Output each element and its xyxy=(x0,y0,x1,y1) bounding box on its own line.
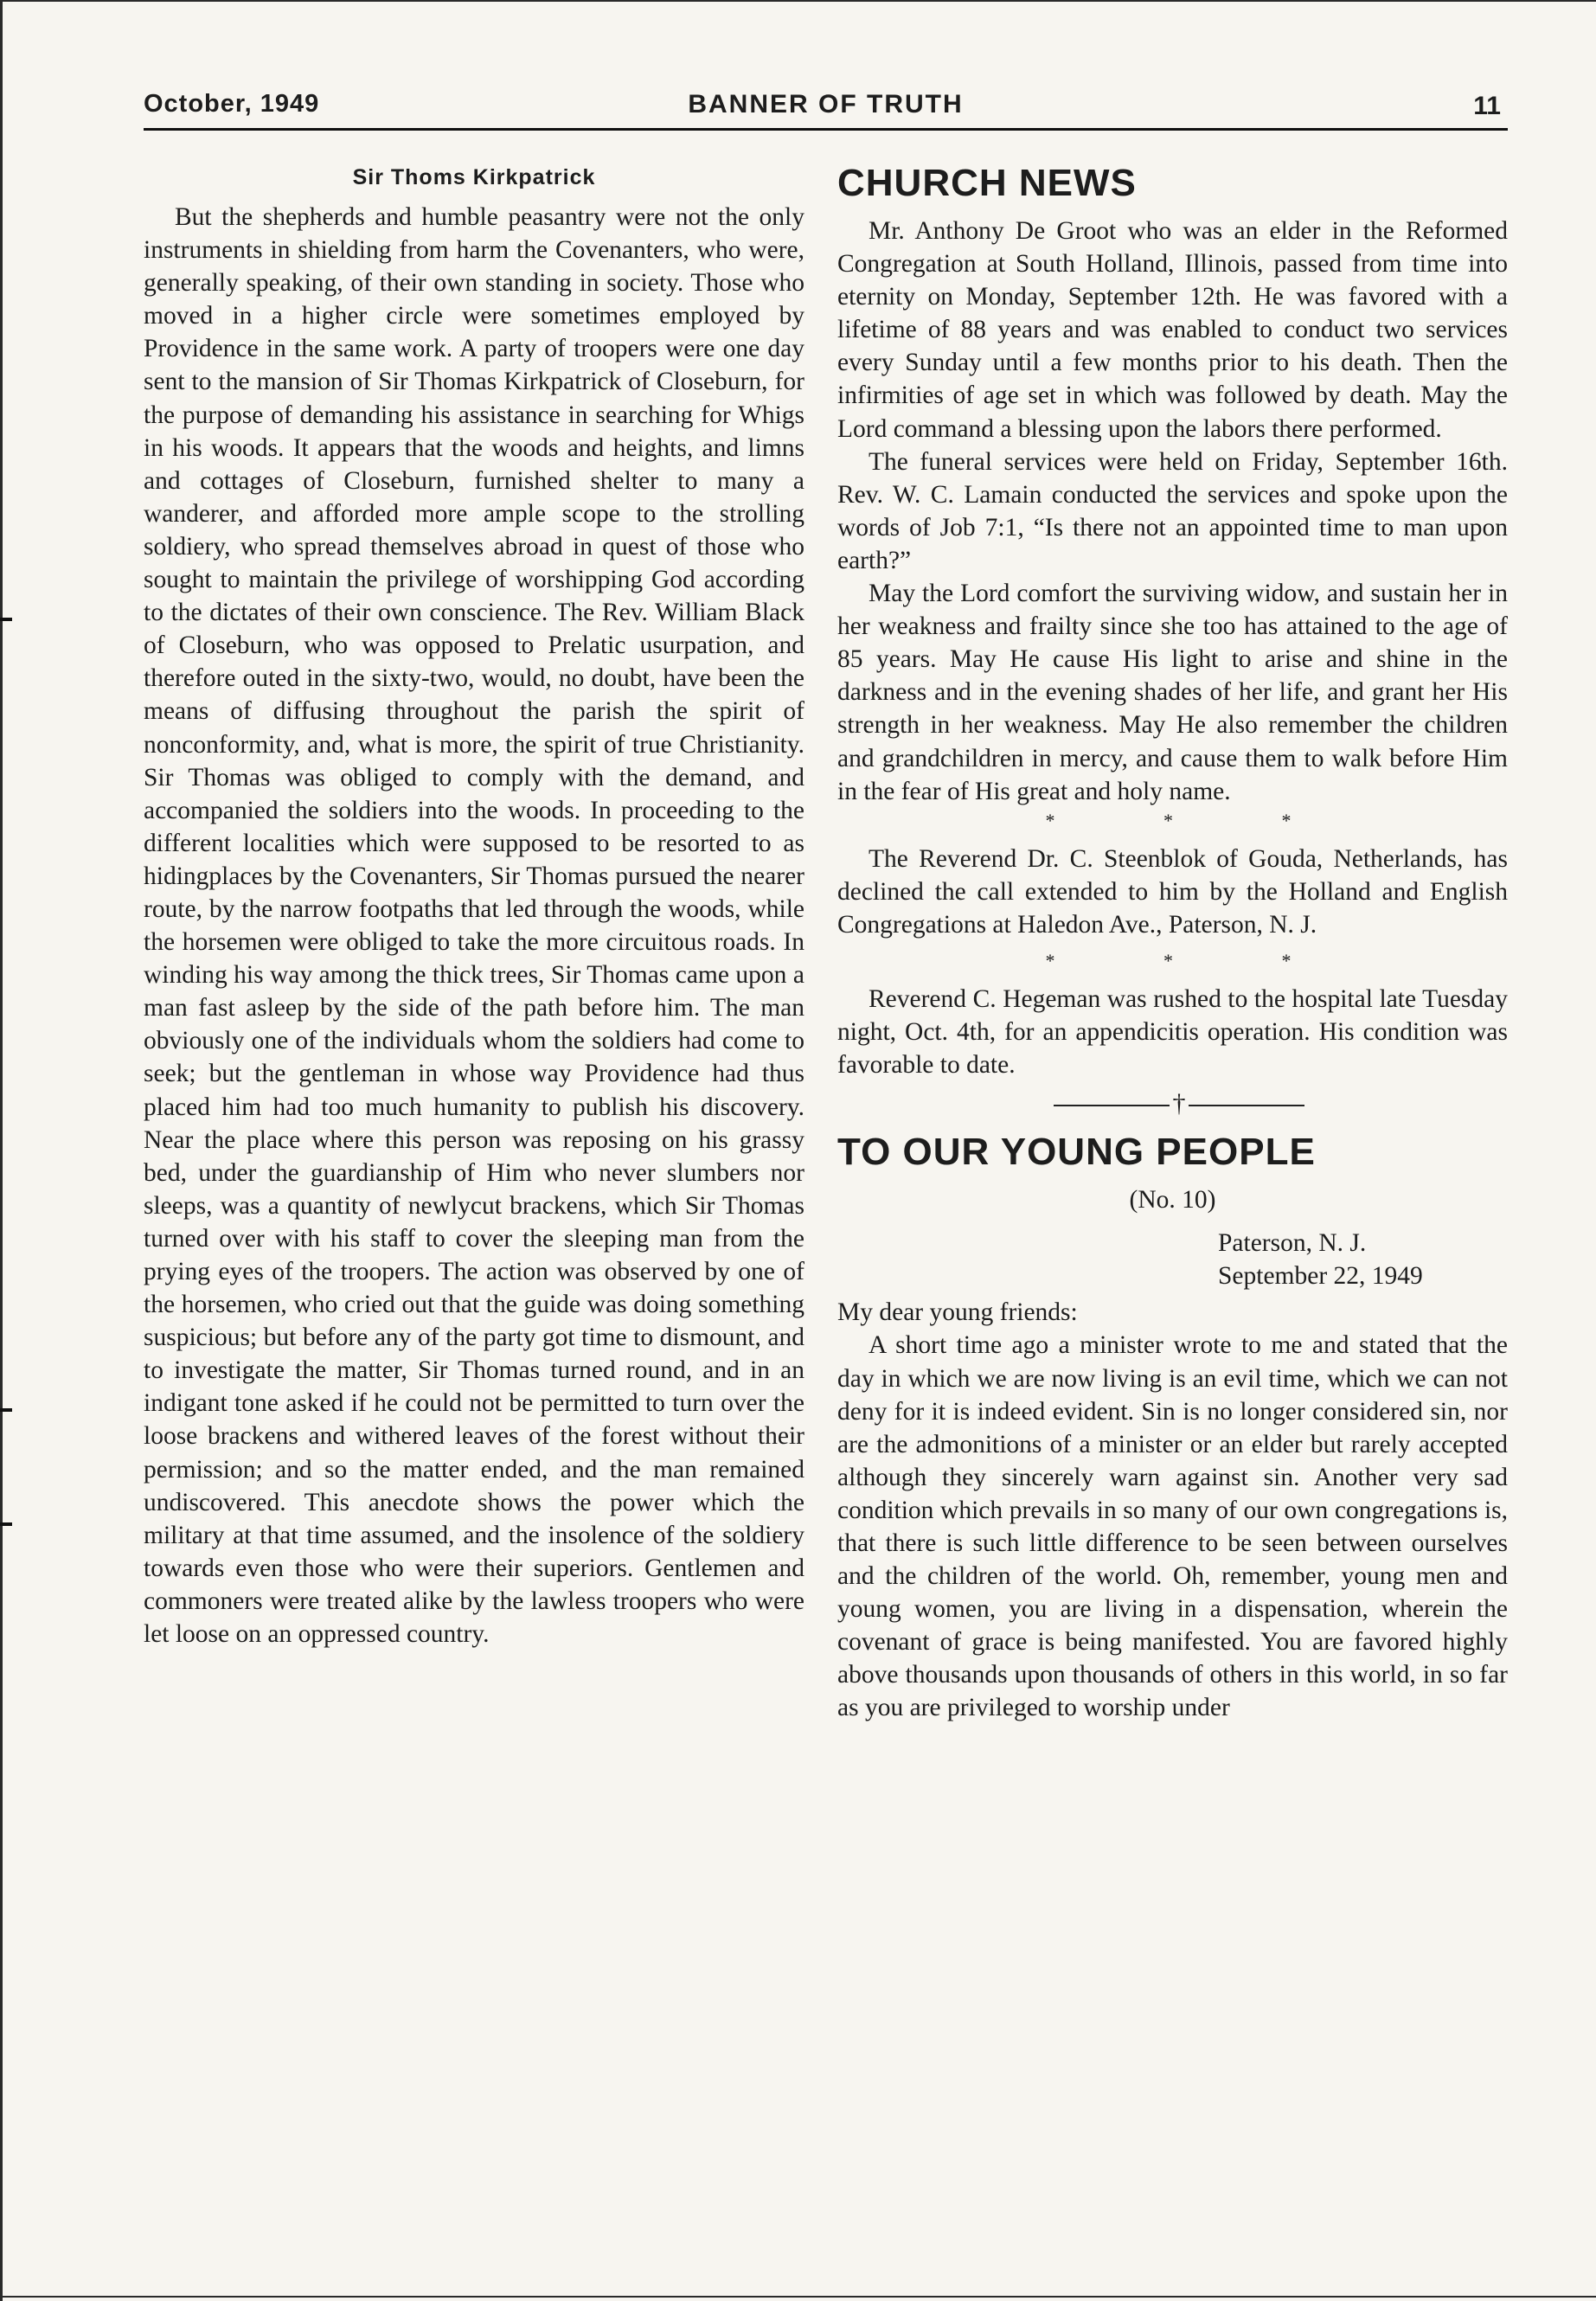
letter-place: Paterson, N. J. xyxy=(1218,1229,1367,1258)
margin-tick xyxy=(0,1522,12,1526)
news-paragraph: Reverend C. Hegeman was rushed to the hospital late Tuesday night, Oct. 4th, for an appendicitis operation. His condition was favorable to date. xyxy=(837,984,1508,1080)
news-paragraph: The Reverend Dr. C. Steenblok of Gouda, Netherlands, has declined the call extended to him by the Holland and English Congregations at Haledon Ave., Paterson, N. J. xyxy=(837,844,1508,939)
page-border-left xyxy=(0,0,3,2301)
issue-date: October, 1949 xyxy=(144,90,320,118)
separator-stars: * * * xyxy=(1045,809,1343,831)
letter-number: (No. 10) xyxy=(1129,1186,1216,1215)
news-paragraph: May the Lord comfort the surviving widow, and sustain her in her weakness and frailty since she too has attained to the age of 85 years. May He cause His light to arise and shine in the darkness and in the evening shades of her life, and grant her His strength in her weakness. May He also remember the children and grandchildren in mercy, and cause them to walk before Him in the fear of His great and holy name. xyxy=(837,580,1508,805)
page-border-bottom xyxy=(0,2296,1596,2298)
letter-date: September 22, 1949 xyxy=(1218,1262,1423,1291)
section-divider xyxy=(837,1081,1508,1130)
publication-title: BANNER OF TRUTH xyxy=(688,90,964,119)
church-news-heading: CHURCH NEWS xyxy=(837,162,1137,204)
letter-paragraph: A short time ago a minister wrote to me and stated that the day in which we are now living is an evil time, which we can not deny for it is indeed evident. Sin is no longer considered sin, nor are the admonitions of a minister or an elder but rarely accepted although they sincerely warn against sin. Another very sad condition which prevails in so many of our own congregations is, that there is such little difference to be seen between ourselves and the children of the world. Oh, remember, young men and young women, you are living in a dispensation, wherein the covenant of grace is being manifested. You are favored highly above thousands upon thousands of others in this world, in so far as you are privileged to worship under xyxy=(837,1331,1508,1722)
separator-stars: * * * xyxy=(1045,949,1343,971)
left-column xyxy=(144,156,804,1650)
dagger-icon: † xyxy=(1170,1088,1189,1119)
news-paragraph: The funeral services were held on Friday, September 16th. Rev. W. C. Lamain conducted the services and spoke upon the words of Job 7:1, “Is there not an appointed time to man upon earth?” xyxy=(837,447,1508,574)
margin-tick xyxy=(0,618,12,621)
article-title: Sir Thoms Kirkpatrick xyxy=(352,165,596,189)
page-number: 11 xyxy=(1473,92,1501,120)
article-paragraph: But the shepherds and humble peasantry were not the only instruments in shielding from harm the Covenanters, who were, generally speaking, of their own standing in society. Those who moved in a higher circle were sometimes employed by Providence in the same work. A party of troopers were one day sent to the mansion of Sir Thomas Kirkpatrick of Closeburn, for the purpose of demanding his assistance in searching for Whigs in his woods. It appears that the woods and heights, and limns and cottages of Closeburn, furnished shelter to many a wanderer, and afforded more ample scope to the strolling soldiery, who spread themselves abroad in quest of those who sought to maintain the privilege of worshipping God according to the dictates of their own conscience. The Rev. William Black of Closeburn, who was opposed to Prelatic usurpation, and therefore outed in the sixty-two, would, no doubt, have been the means of diffusing throughout the parish the spirit of nonconformity, and, what is more, the spirit of true Christianity. Sir Thomas was obliged to comply with the demand, and accompanied the soldiers into the woods. In proceeding to the different localities which were supposed to be resorted to as hidingplaces by the Covenanters, Sir Thomas pursued the nearer route, by the narrow footpaths that led through the woods, while the horsemen were obliged to take the more circuitous roads. In winding his way among the thick trees, Sir Thomas came upon a man fast asleep by the side of the path before him. The man obviously one of the individuals whom the soldiers had come to seek; but the gentleman in whose way Providence had thus placed him had too much humanity to publish his discovery. Near the place where this person was reposing on his grassy bed, under the guardianship of Him who never slumbers nor sleeps, was a quantity of newlycut brackens, which Sir Thomas turned over with his staff to cover the sleeping man from the prying eyes of the troopers. The action was observed by one of the horsemen, who cried out that the guide was doing something suspicious; but before any of the party got time to dismount, and to investigate the matter, Sir Thomas turned round, and in an indigant tone asked if he could not be permitted to turn over the loose brackens and withered leaves of the forest without their permission; and so the matter ended, and the man remained undiscovered. This anecdote shows the power which the military at that time assumed, and the insolence of the soldiery towards even those who were their superiors. Gentlemen and commoners were treated alike by the lawless troopers who were let loose on an oppressed country. xyxy=(144,203,804,1649)
page-header xyxy=(144,85,1508,131)
news-paragraph: Mr. Anthony De Groot who was an elder in the Reformed Congregation at South Holland, Illinois, passed from time into eternity on Monday, September 12th. He was favored with a lifetime of 88 years and was enabled to conduct two services every Sunday until a few months prior to his death. Then the infirmities of age set in which was followed by death. May the Lord command a blessing upon the labors there performed. xyxy=(837,217,1508,443)
right-column xyxy=(837,156,1508,1725)
letter-greeting: My dear young friends: xyxy=(837,1298,1078,1327)
margin-tick xyxy=(0,1408,12,1412)
young-people-heading: TO OUR YOUNG PEOPLE xyxy=(837,1131,1316,1174)
page-border-top xyxy=(0,0,1596,2)
